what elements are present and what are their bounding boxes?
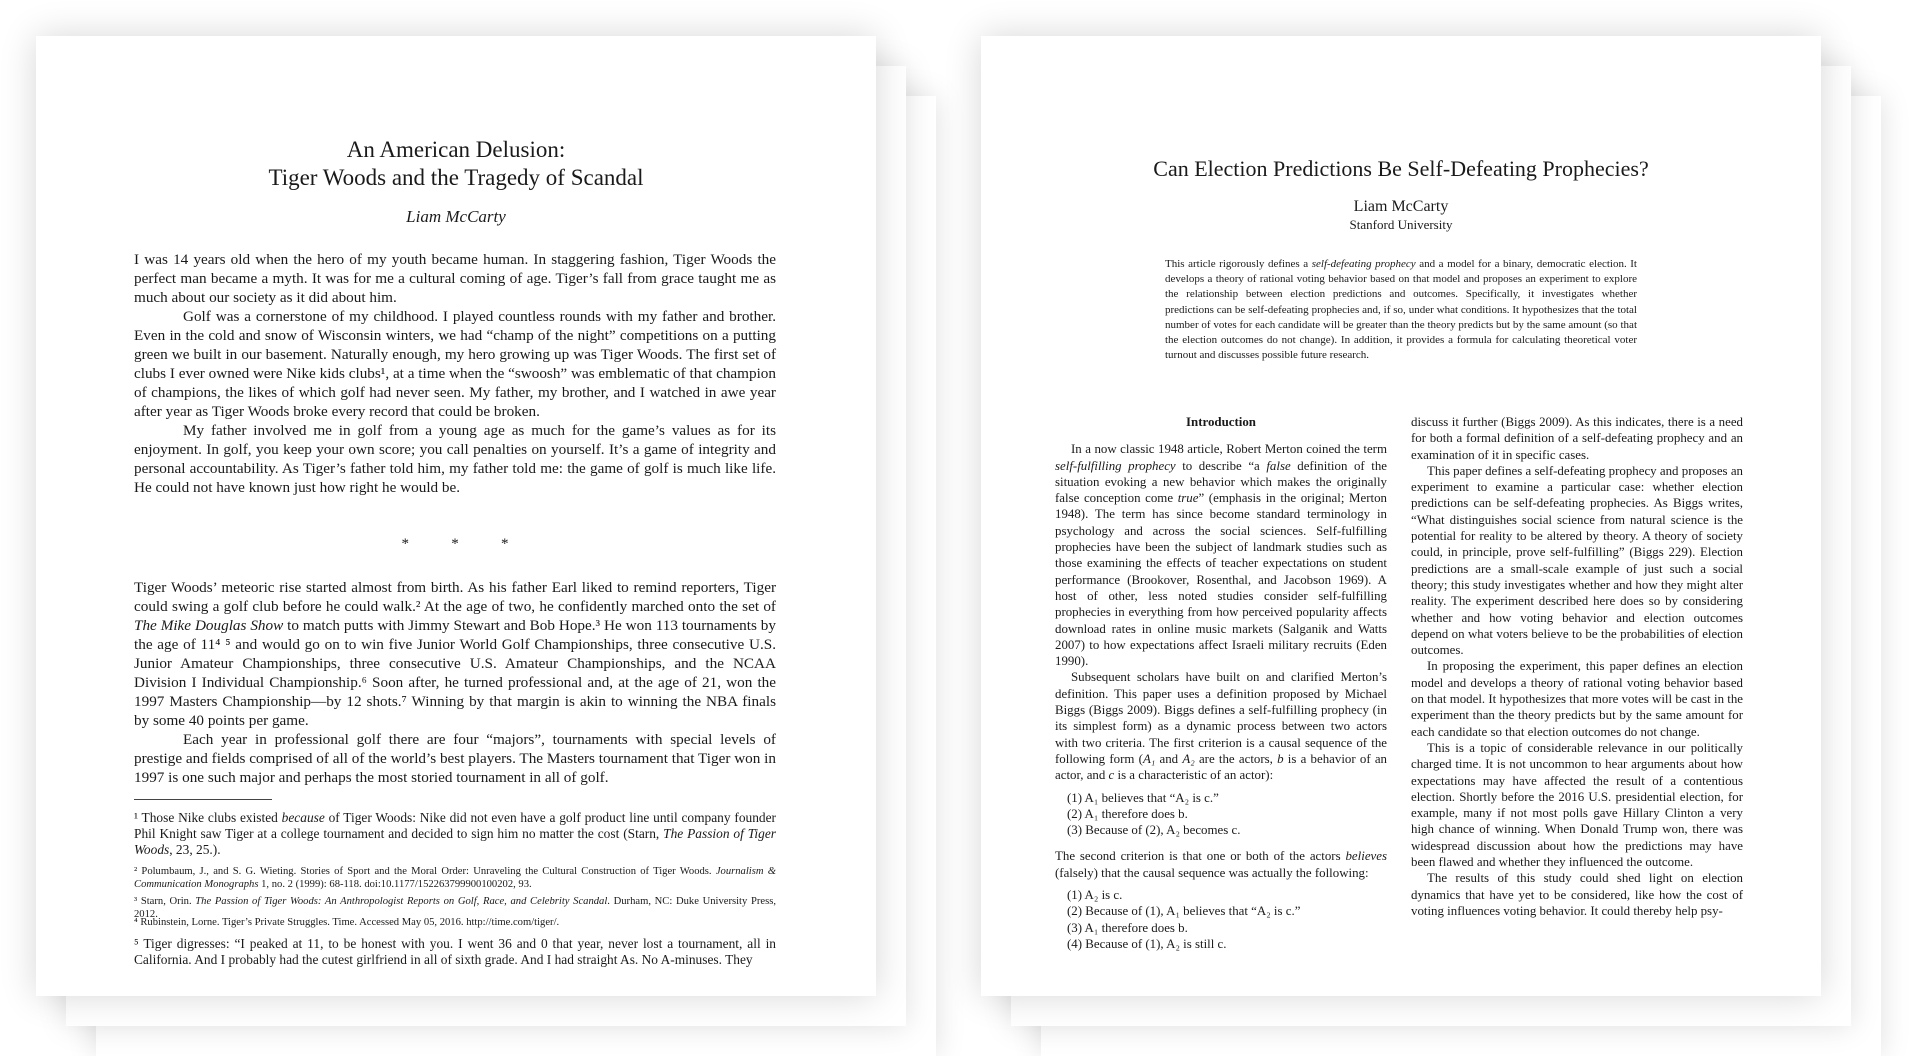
paragraph: Golf was a cornerstone of my childhood. I played countless rounds with my father and brother. Even in the cold and snow of Wisconsin winters, we had “champ of the night” competitions on a putting green we built in our basement. Naturally enough, my hero growing up was Tiger Woods. The first set of clubs I ever owned were Nike kids clubs¹, at a time when the “swoosh” was emblematic of that champion of champions, the likes of which golf had never seen. My father, my brother, and I watched in awe year after year as Tiger Woods broke every record that could be broken. — [134, 308, 776, 420]
document-author: Liam McCarty — [406, 207, 506, 226]
intro-body — [134, 250, 776, 497]
paragraph: My father involved me in golf from a young age as much for the game’s values as for its enjoyment. In golf, you keep your own score; you call penalties on yourself. It’s a game of integrity and personal accountability. As Tiger’s father told him, my father told me: the game of golf is much like life. He could not have known just how right he would be. — [134, 422, 776, 496]
footnote-2: ² Polumbaum, J., and S. G. Wieting. Stories of Sport and the Moral Order: Unraveling the Cultural Construction of Tiger Woods. Journalism & Communication Monographs 1, no. 2 (1999): 68-118. doi:10.1177/152263799900100202, 93. — [134, 866, 777, 890]
right-column — [1411, 414, 1743, 919]
list-item: (1) A₂ is c. — [1067, 888, 1123, 903]
list-item: (2) Because of (1), A₁ believes that “A₂ is c.” — [1067, 904, 1301, 919]
paragraph: Tiger Woods’ meteoric rise started almost from birth. As his father Earl liked to remind reporters, Tiger could swing a golf club before he could walk.² At the age of two, he confidently marched onto the set of The Mike Douglas Show to match putts with Jimmy Stewart and Bob Hope.³ He won 113 tournaments by the age of 11⁴ ⁵ and would go on to win five Junior World Golf Championships, three consecutive U.S. Junior Amateur Championships, three consecutive U.S. Amateur Championships, and the NCAA Division I Individual Championship.⁶ Soon after, he turned professional and, at the age of 21, won the 1997 Masters Championship—by 12 shots.⁷ Winning by that margin is akin to winning the NBA finals by some 40 points per game. — [134, 579, 776, 729]
paragraph: This paper defines a self-defeating prophecy and proposes an experiment to examine a particular case: whether election predictions can be self-defeating prophecies. As Biggs writes, “What distinguishes social science from natural science is the potential for reality to be altered by theory. A theory of society could, in principle, prove self-fulfilling” (Biggs 229). Election predictions are a small-scale example of just such a social theory; this study investigates whether and how they might alter reality. The experiment described here does so by considering whether and how voting behavior and election outcomes depend on what voters believe to be the probabilities of election outcomes. — [1411, 463, 1743, 658]
footnote-rule — [134, 799, 272, 800]
list-item: (4) Because of (1), A₂ is still c. — [1067, 936, 1227, 951]
footnote-5: ⁵ Tiger digresses: “I peaked at 11, to be honest with you. I went 36 and 0 that year, never lost a tournament, all in California. And I probably had the cutest girlfriend in all of sixth grade. And I had straight As. No A-minuses. They — [134, 936, 776, 967]
footnote-3: ³ Starn, Orin. The Passion of Tiger Woods: An Anthropologist Reports on Golf, Race, and Celebrity Scandal. Durham, NC: Duke University Press, 2012. — [134, 896, 776, 920]
main-body — [134, 578, 776, 787]
left-column — [1055, 414, 1387, 962]
paragraph: This is a topic of considerable relevance in our politically charged time. It is not uncommon to hear arguments about how expectations may have affected the result of a contentious election. Shortly before the 2016 U.S. presidential election, for example, many if not most polls gave Hillary Clinton a very high chance of winning. When Donald Trump won, there was widespread discussion about how the predictions may have been flawed and whether they influenced the outcome. — [1411, 740, 1743, 870]
section-break: * * * — [401, 536, 511, 552]
paragraph: Each year in professional golf there are four “majors”, tournaments with special levels of prestige and fields comprised of all of the world’s best players. The Masters tournament that Tiger won in 1997 is one such major and perhaps the most storied tournament in all of golf. — [134, 731, 776, 786]
list-item: (3) A₁ therefore does b. — [1067, 920, 1188, 935]
left-document-page[interactable] — [36, 36, 876, 996]
list-item: (2) A₁ therefore does b. — [1067, 806, 1188, 821]
criteria-list-1 — [1055, 790, 1387, 839]
paragraph: Subsequent scholars have built on and clarified Merton’s definition. This paper uses a definition proposed by Michael Biggs (Biggs 2009). Biggs defines a self-fulfilling prophecy (in its simplest form) as a dynamic process between two actors with two criteria. The first criterion is a causal sequence of the following form (A₁ and A₂ are the actors, b is a behavior of an actor, and c is a characteristic of an actor): — [1055, 670, 1387, 783]
paragraph: I was 14 years old when the hero of my youth became human. In staggering fashion, Tiger Woods the perfect man became a myth. It was for me a cultural coming of age. Tiger’s fall from grace taught me as much about our society as it did about him. — [134, 251, 776, 306]
paragraph: In proposing the experiment, this paper defines an election model and develops a theory of rational voting behavior based on that model. It hypothesizes that more votes will be cast in the experiment than the theory predicts but by the same amount for each candidate so that election outcomes do not change. — [1411, 659, 1743, 739]
abstract: This article rigorously defines a self-defeating prophecy and a model for a binary, democratic election. It develops a theory of rational voting behavior based on that model and proposes an experiment to explore the relationship between election predictions and outcomes. Specifically, it investigates whether predictions can be self-defeating prophecies and, if so, under what conditions. It hypothesizes that the total number of votes for each candidate will be greater than the theory predicts but by the same amount (so that the election outcomes do not change). In addition, it provides a formula for calculating theoretical voter turnout and discusses possible future research. — [1165, 258, 1637, 362]
paragraph: discuss it further (Biggs 2009). As this indicates, there is a need for both a formal definition of a self-defeating prophecy and an examination of it in specific cases. — [1411, 415, 1743, 462]
right-document-page[interactable] — [981, 36, 1821, 996]
paragraph: The results of this study could shed light on election dynamics that have yet to be considered, like how the cost of voting influences voting behavior. It could thereby help psy- — [1411, 871, 1743, 918]
section-heading: Introduction — [1186, 415, 1256, 429]
paragraph: In a now classic 1948 article, Robert Merton coined the term self-fulfilling prophecy to describe “a false definition of the situation evoking a new behavior which makes the originally false conception come true” (emphasis in the original; Merton 1948). The term has since become standard terminology in psychology and across the social sciences. Self-fulfilling prophecies have been the subject of landmark studies such as those examining the effects of teacher expectations on student performance (Brookover, Rosenthal, and Jacobson 1969). A host of other, less noted studies consider self-fulfilling prophecies in everything from how perceived popularity affects download rates in online music markets (Salganik and Watts 2007) to how expectations affect Israeli military recruits (Eden 1990). — [1055, 442, 1388, 669]
paper-author: Liam McCarty — [1353, 198, 1449, 215]
paragraph: The second criterion is that one or both of the actors believes (falsely) that the causal sequence was actually the following: — [1055, 849, 1387, 880]
list-item: (1) A₁ believes that “A₂ is c.” — [1067, 790, 1219, 805]
paper-affiliation: Stanford University — [1349, 217, 1453, 232]
paper-title: Can Election Predictions Be Self-Defeating Prophecies? — [1153, 156, 1649, 181]
document-title: An American Delusion: Tiger Woods and the Tragedy of Scandal — [268, 137, 644, 190]
footnote-4: ⁴ Rubinstein, Lorne. Tiger’s Private Struggles. Time. Accessed May 05, 2016. http://time.com/tiger/. — [134, 917, 560, 928]
list-item: (3) Because of (2), A₂ becomes c. — [1067, 823, 1241, 838]
footnote-1: ¹ Those Nike clubs existed because of Tiger Woods: Nike did not even have a golf product line until company founder Phil Knight saw Tiger at a college tournament and decided to sign him no matter the cost (Starn, The Passion of Tiger Woods, 23, 25.). — [134, 810, 776, 857]
criteria-list-2 — [1055, 887, 1387, 952]
